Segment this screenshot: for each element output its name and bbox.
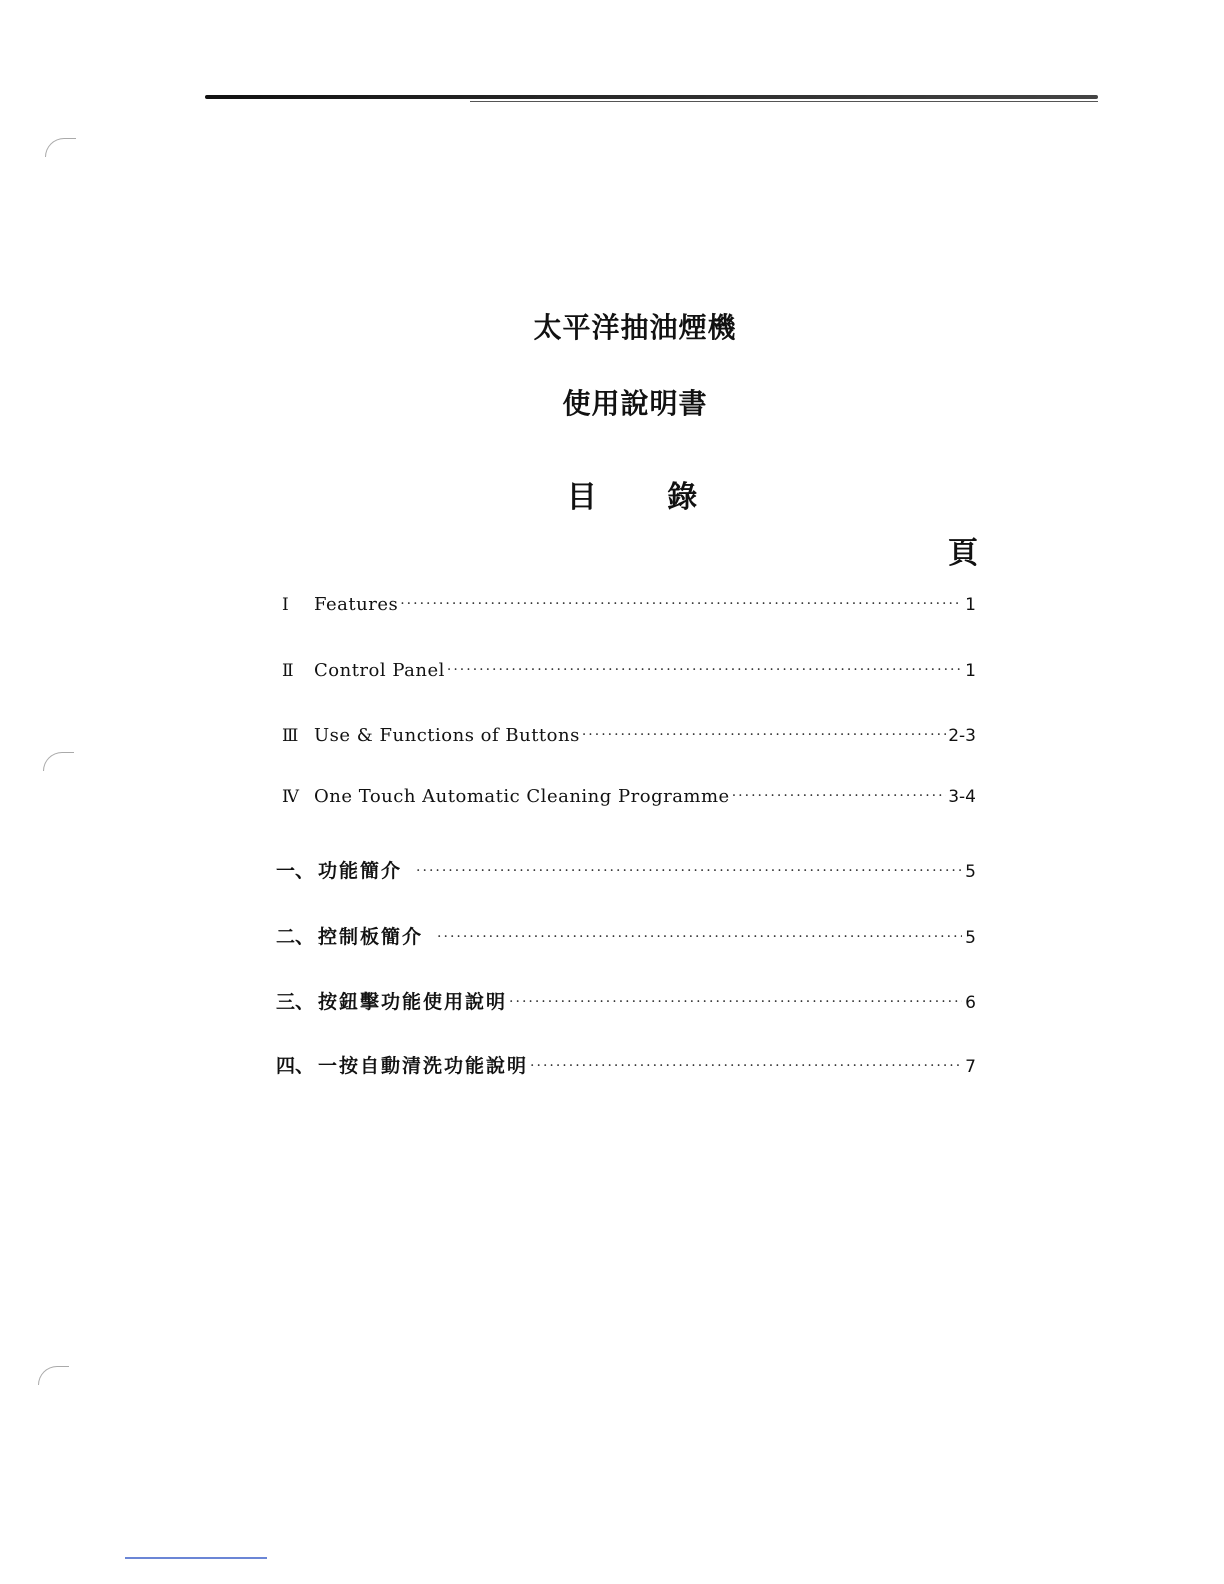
toc-entry-title: 控制板簡介 <box>318 926 424 948</box>
toc-entry-number: 三 、 <box>276 987 318 1014</box>
toc-entry-zh-features[interactable] <box>276 856 976 883</box>
toc-entry-title: Use & Functions of Buttons <box>314 725 580 746</box>
dot-leader <box>732 788 947 804</box>
toc-entry-number: Ⅲ <box>282 726 299 746</box>
toc-entry-number: Ⅰ <box>282 595 289 615</box>
dot-leader <box>582 727 946 743</box>
page-column-label: 頁 <box>948 536 978 571</box>
punch-hole-mark <box>38 1366 69 1385</box>
toc-entry-use-functions-buttons[interactable] <box>276 725 976 746</box>
top-rule-thin <box>470 101 1098 102</box>
toc-entry-page: 1 <box>965 595 976 615</box>
toc-entry-zh-buttons[interactable] <box>276 987 976 1014</box>
toc-entry-number: 四 、 <box>276 1051 318 1078</box>
toc-entry-page: 5 <box>965 928 976 948</box>
dot-leader <box>509 994 962 1010</box>
toc-entry-page: 2-3 <box>948 726 976 746</box>
toc-entry-page: 1 <box>965 661 976 681</box>
toc-entry-title: 按鈕擊功能使用說明 <box>318 991 508 1013</box>
toc-entry-page: 3-4 <box>948 787 976 807</box>
toc-entry-page: 6 <box>965 993 976 1013</box>
toc-heading: 目 錄 <box>566 480 728 515</box>
toc-entry-title: One Touch Automatic Cleaning Programme <box>314 786 730 807</box>
dot-leader <box>400 596 962 612</box>
toc-entry-title: 功能簡介 <box>318 860 403 882</box>
toc-entry-page: 7 <box>965 1057 976 1077</box>
toc-entry-number: 一 、 <box>276 856 318 883</box>
document-title: 太平洋抽油煙機 <box>533 311 737 344</box>
toc-entry-features[interactable] <box>276 594 976 615</box>
dot-leader <box>437 929 962 945</box>
toc-entry-page: 5 <box>965 862 976 882</box>
bottom-blue-line <box>125 1557 267 1559</box>
toc-entry-control-panel[interactable] <box>276 660 976 681</box>
toc-entry-title: 一按自動清洗功能說明 <box>318 1055 529 1077</box>
toc-entry-automatic-cleaning[interactable] <box>276 786 976 807</box>
toc-entry-title: Features <box>314 594 399 615</box>
toc-entry-number: 二 、 <box>276 922 318 949</box>
toc-entry-number: Ⅳ <box>282 787 299 807</box>
dot-leader <box>447 662 962 678</box>
toc-entry-zh-control-panel[interactable] <box>276 922 976 949</box>
toc-entry-number: Ⅱ <box>282 661 294 681</box>
punch-hole-mark <box>45 138 76 157</box>
punch-hole-mark <box>43 752 74 771</box>
toc-entry-zh-cleaning[interactable] <box>276 1051 976 1078</box>
dot-leader <box>530 1058 962 1074</box>
toc-entry-title: Control Panel <box>314 660 445 681</box>
dot-leader <box>416 863 962 879</box>
top-rule <box>205 95 1098 99</box>
document-subtitle: 使用說明書 <box>562 387 708 420</box>
